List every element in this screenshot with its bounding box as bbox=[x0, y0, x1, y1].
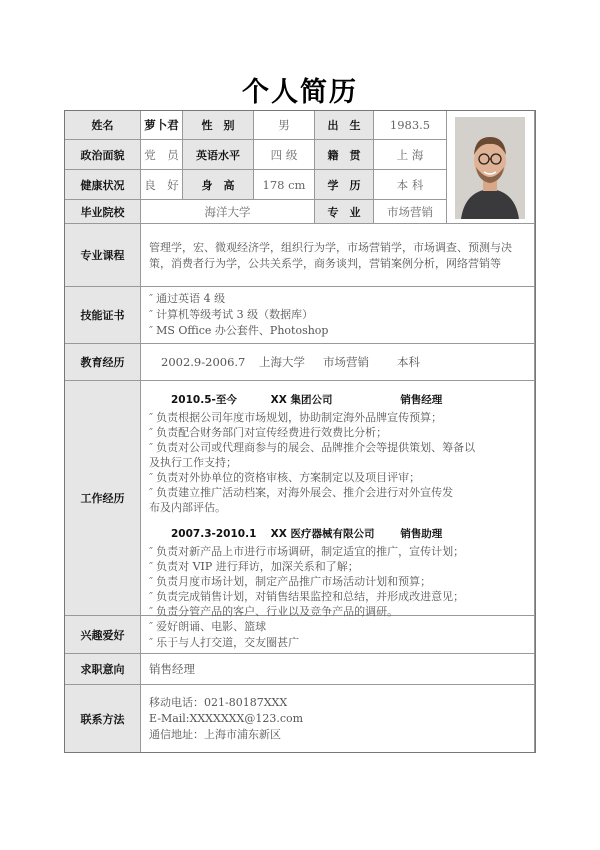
list-item: ″ 负责对外协单位的资格审核、方案制定以及项目评审； bbox=[149, 470, 526, 485]
job-header bbox=[149, 527, 526, 542]
origin-label: 籍 贯 bbox=[315, 140, 374, 170]
job-position: 销售助理 bbox=[400, 528, 443, 540]
certs-label: 技能证书 bbox=[65, 287, 141, 344]
gender-value: 男 bbox=[254, 111, 315, 140]
list-item: ″ 爱好朗诵、电影、篮球 bbox=[149, 619, 526, 635]
name-value: 萝卜君 bbox=[141, 111, 183, 140]
origin-value: 上 海 bbox=[374, 140, 447, 170]
height-value: 178 cm bbox=[254, 170, 315, 200]
list-item: ″ 负责分管产品的客户、行业以及竞争产品的调研。 bbox=[149, 604, 526, 619]
avatar bbox=[455, 117, 525, 219]
politics-label: 政治面貌 bbox=[65, 140, 141, 170]
politics-value: 党 员 bbox=[141, 140, 183, 170]
job-company: XX 集团公司 bbox=[270, 394, 333, 406]
education-period: 2002.9-2006.7 bbox=[161, 355, 246, 369]
degree-label: 学 历 bbox=[315, 170, 374, 200]
objective-value: 销售经理 bbox=[141, 654, 535, 685]
job-position: 销售经理 bbox=[400, 394, 443, 406]
education-degree: 本科 bbox=[397, 355, 420, 369]
gender-label: 性 别 bbox=[183, 111, 254, 140]
hobbies-label: 兴趣爱好 bbox=[65, 616, 141, 654]
english-label: 英语水平 bbox=[183, 140, 254, 170]
major-label: 专 业 bbox=[315, 200, 374, 224]
contact-address: 通信地址：上海市浦东新区 bbox=[149, 728, 281, 741]
list-item: ″ 负责根据公司年度市场规划，协助制定海外品牌宣传预算； bbox=[149, 410, 526, 425]
degree-value: 本 科 bbox=[374, 170, 447, 200]
education-label: 教育经历 bbox=[65, 344, 141, 381]
list-item: ″ 负责对 VIP 进行拜访，加深关系和了解； bbox=[149, 559, 526, 574]
list-item: ″ 乐于与人打交道，交友圈甚广 bbox=[149, 635, 526, 651]
page-title: 个人简历 bbox=[242, 77, 358, 108]
certs-list bbox=[141, 287, 535, 344]
contact-email: E-Mail:XXXXXXX@123.com bbox=[149, 712, 304, 725]
contact-phone: 移动电话：021-80187XXX bbox=[149, 696, 288, 709]
contact-info bbox=[141, 685, 535, 752]
name-label: 姓名 bbox=[65, 111, 141, 140]
list-item: ″ MS Office 办公套件、Photoshop bbox=[149, 323, 526, 339]
job-header bbox=[149, 393, 526, 408]
list-item: ″ 负责对公司或代理商参与的展会、品牌推介会等提供策划、筹备以及执行工作支持； bbox=[149, 440, 526, 470]
list-item: ″ 负责完成销售计划，对销售结果监控和总结，并形成改进意见； bbox=[149, 589, 526, 604]
list-item: ″ 负责配合财务部门对宣传经费进行效费比分析； bbox=[149, 425, 526, 440]
hobbies-list bbox=[141, 616, 535, 654]
health-value: 良 好 bbox=[141, 170, 183, 200]
list-item: ″ 通过英语 4 级 bbox=[149, 291, 526, 307]
job-period: 2010.5-至今 bbox=[171, 394, 237, 406]
work-content bbox=[141, 381, 535, 616]
work-label: 工作经历 bbox=[65, 381, 141, 616]
school-value: 海洋大学 bbox=[141, 200, 315, 224]
school-label: 毕业院校 bbox=[65, 200, 141, 224]
person-photo-icon bbox=[455, 117, 525, 219]
english-value: 四 级 bbox=[254, 140, 315, 170]
list-item: ″ 计算机等级考试 3 级（数据库） bbox=[149, 307, 526, 323]
height-label: 身 高 bbox=[183, 170, 254, 200]
education-major: 市场营销 bbox=[323, 355, 369, 369]
major-value: 市场营销 bbox=[374, 200, 447, 224]
education-school: 上海大学 bbox=[259, 355, 305, 369]
courses-label: 专业课程 bbox=[65, 224, 141, 287]
list-item: ″ 负责月度市场计划，制定产品推广市场活动计划和预算； bbox=[149, 574, 526, 589]
education-row bbox=[141, 344, 535, 381]
health-label: 健康状况 bbox=[65, 170, 141, 200]
contact-label: 联系方法 bbox=[65, 685, 141, 752]
list-item: ″ 负责对新产品上市进行市场调研，制定适宜的推广，宣传计划； bbox=[149, 544, 526, 559]
list-item: ″ 负责建立推广活动档案，对海外展会、推介会进行对外宣传发布及内部评估。 bbox=[149, 485, 526, 515]
objective-label: 求职意向 bbox=[65, 654, 141, 685]
birth-value: 1983.5 bbox=[374, 111, 447, 140]
birth-label: 出 生 bbox=[315, 111, 374, 140]
job-period: 2007.3-2010.1 bbox=[171, 528, 257, 540]
courses-text: 管理学，宏、微观经济学，组织行为学，市场营销学，市场调查、预测与决策，消费者行为学，公共关系学，商务谈判，营销案例分析，网络营销等 bbox=[141, 224, 535, 287]
resume-table bbox=[64, 110, 536, 753]
job-company: XX 医疗器械有限公司 bbox=[270, 528, 375, 540]
